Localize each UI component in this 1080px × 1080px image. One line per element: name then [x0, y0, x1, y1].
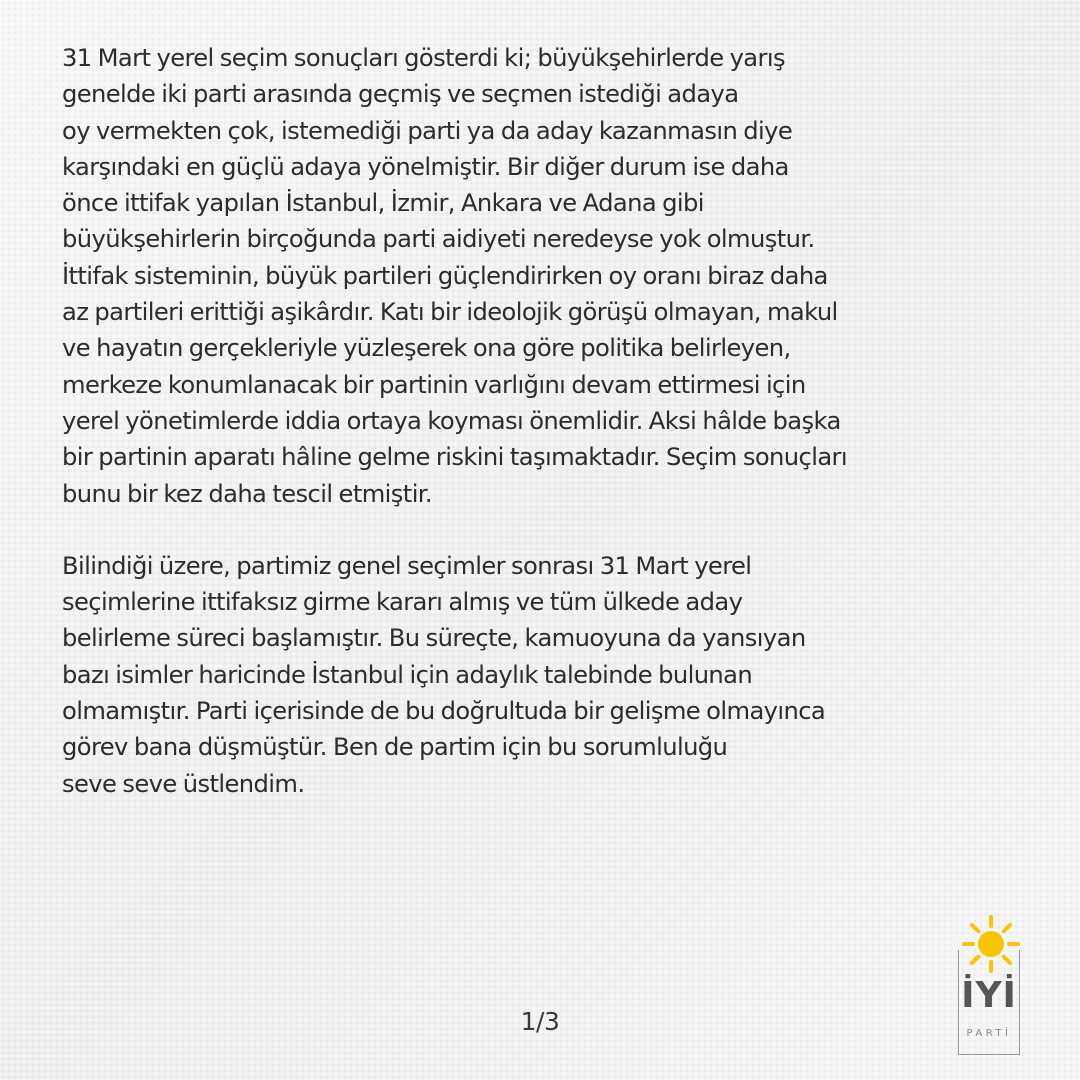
sun-ray: [1004, 925, 1010, 931]
statement-text: [62, 40, 1037, 802]
text-line: İttifak sisteminin, büyük partileri güçlendirirken oy oranı biraz daha: [62, 261, 828, 290]
party-logo: [958, 914, 1024, 1057]
text-line: önce ittifak yapılan İstanbul, İzmir, Ankara ve Adana gibi: [62, 189, 704, 218]
text-line: Bilindiği üzere, partimiz genel seçimler sonrası 31 Mart yerel: [62, 551, 752, 580]
text-line: bir partinin aparatı hâline gelme riskini taşımaktadır. Seçim sonuçları: [62, 443, 848, 472]
logo-subtitle: PARTİ: [966, 1028, 1012, 1039]
text-line: büyükşehirlerin birçoğunda parti aidiyeti neredeyse yok olmuştur.: [62, 225, 815, 254]
sun-ray: [972, 925, 978, 931]
text-line: karşındaki en güçlü adaya yönelmiştir. Bir diğer durum ise daha: [62, 152, 789, 181]
paragraph-2: [62, 548, 1037, 802]
text-line: belirleme süreci başlamıştır. Bu süreçte, kamuoyuna da yansıyan: [62, 624, 806, 653]
text-line: oy vermekten çok, istemediği parti ya da aday kazanmasın diye: [62, 116, 793, 145]
paragraph-1: [62, 40, 1037, 512]
sun-ray: [972, 957, 978, 963]
text-line: görev bana düşmüştür. Ben de partim için bu sorumluluğu: [62, 733, 728, 762]
text-line: seçimlerine ittifaksız girme kararı almış ve tüm ülkede aday: [62, 588, 743, 617]
text-line: bunu bir kez daha tescil etmiştir.: [62, 479, 433, 508]
text-line: yerel yönetimlerde iddia ortaya koyması önemlidir. Aksi hâlde başka: [62, 406, 841, 435]
sun-icon: [954, 914, 1028, 974]
text-line: bazı isimler haricinde İstanbul için adaylık talebinde bulunan: [62, 660, 753, 689]
page-number: 1/3: [520, 1007, 560, 1036]
sun-ray: [1004, 957, 1010, 963]
text-line: 31 Mart yerel seçim sonuçları gösterdi ki; büyükşehirlerde yarış: [62, 44, 785, 72]
text-line: seve seve üstlendim.: [62, 769, 305, 798]
text-line: ve hayatın gerçekleriyle yüzleşerek ona göre politika belirleyen,: [62, 334, 791, 363]
text-line: merkeze konumlanacak bir partinin varlığını devam ettirmesi için: [62, 370, 806, 399]
text-line: az partileri erittiği aşikârdır. Katı bir ideolojik görüşü olmayan, makul: [62, 298, 838, 327]
text-line: olmamıştır. Parti içerisinde de bu doğrultuda bir gelişme olmayınca: [62, 697, 826, 726]
text-line: genelde iki parti arasında geçmiş ve seçmen istediği adaya: [62, 80, 739, 109]
logo-wordmark: İYİ: [961, 975, 1017, 1016]
